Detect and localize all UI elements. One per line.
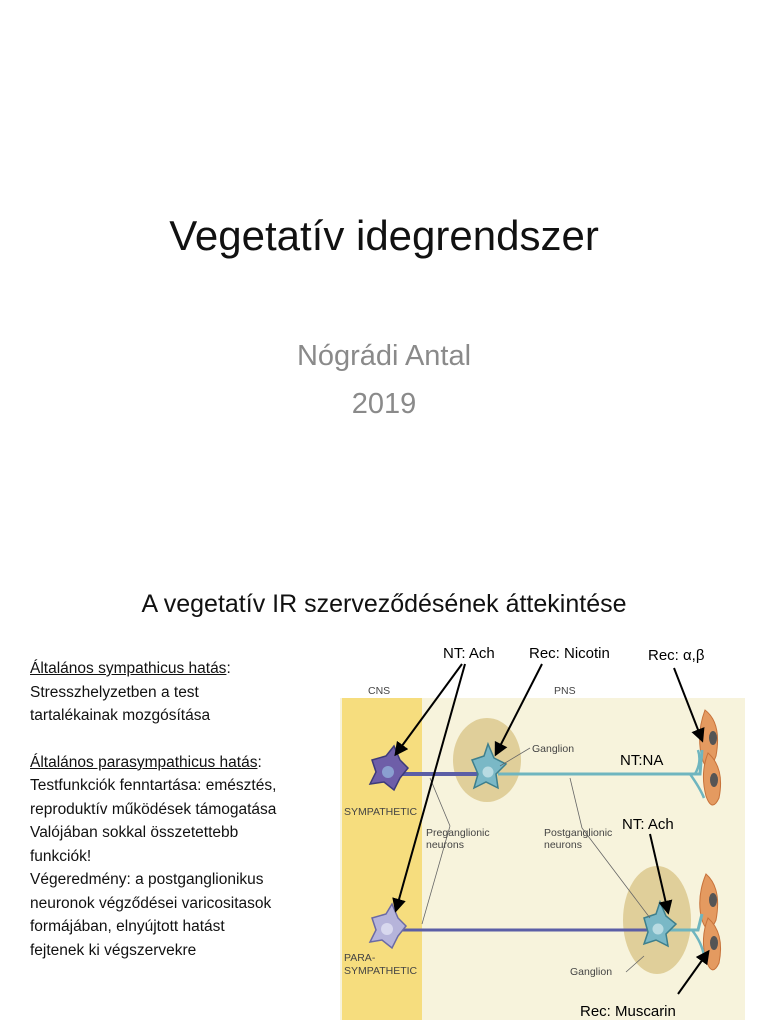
label-nt-na: NT:NA bbox=[620, 752, 664, 769]
text-line: Testfunkciók fenntartása: emésztés, bbox=[30, 777, 277, 794]
label-rec-nicotin: Rec: Nicotin bbox=[529, 645, 610, 662]
parasympathicus-heading: Általános parasympathicus hatás bbox=[30, 753, 258, 771]
text-line: formájában, elnyújtott hatást bbox=[30, 918, 225, 935]
label-rec-alpha-beta: Rec: α,β bbox=[648, 647, 705, 664]
text-line: neuronok végződései varicositasok bbox=[30, 894, 272, 912]
sympathicus-heading-line bbox=[30, 657, 330, 681]
slide-title: Vegetatív idegrendszer bbox=[169, 212, 599, 259]
text-line: fejtenek ki végszervekre bbox=[30, 941, 197, 959]
autonomic-nervous-system-diagram bbox=[330, 638, 768, 1024]
colon: : bbox=[257, 753, 262, 771]
text-block bbox=[30, 657, 330, 962]
label-sympathetic: SYMPATHETIC bbox=[344, 806, 418, 818]
year: 2019 bbox=[351, 388, 417, 420]
colon: : bbox=[226, 660, 231, 677]
overview-slide bbox=[0, 560, 768, 1024]
label-ganglion-bottom: Ganglion bbox=[570, 966, 613, 978]
label-postganglionic-2: neurons bbox=[544, 839, 582, 851]
label-preganglionic-2: neurons bbox=[426, 839, 464, 851]
label-cns: CNS bbox=[368, 685, 391, 697]
text-line: funkciók! bbox=[30, 847, 92, 865]
label-ganglion-top: Ganglion bbox=[532, 743, 575, 755]
label-preganglionic-1: Preganglionic bbox=[426, 827, 490, 839]
label-postganglionic-1: Postganglionic bbox=[544, 827, 613, 839]
label-pns: PNS bbox=[554, 685, 576, 697]
text-line: tartalékainak mozgósítása bbox=[30, 707, 211, 724]
sympathicus-heading: Általános sympathicus hatás bbox=[30, 660, 227, 677]
label-parasympathetic-1: PARA- bbox=[344, 952, 376, 964]
author-name: Nógrádi Antal bbox=[296, 340, 472, 372]
label-parasympathetic-2: SYMPATHETIC bbox=[344, 965, 418, 977]
text-line: Valójában sokkal összetettebb bbox=[30, 824, 239, 841]
label-nt-ach-top: NT: Ach bbox=[443, 645, 495, 662]
text-line: Stresszhelyzetben a test bbox=[30, 683, 199, 701]
parasympathicus-heading-line bbox=[30, 751, 330, 775]
text-line: reproduktív működések támogatása bbox=[30, 800, 277, 818]
slide-title: A vegetatív IR szerveződésének áttekintése bbox=[141, 590, 627, 618]
text-line: Végeredmény: a postganglionikus bbox=[30, 871, 264, 888]
slide-subtitle bbox=[0, 332, 768, 428]
label-rec-muscarin: Rec: Muscarin bbox=[580, 1003, 676, 1020]
label-nt-ach-lower: NT: Ach bbox=[622, 816, 674, 833]
